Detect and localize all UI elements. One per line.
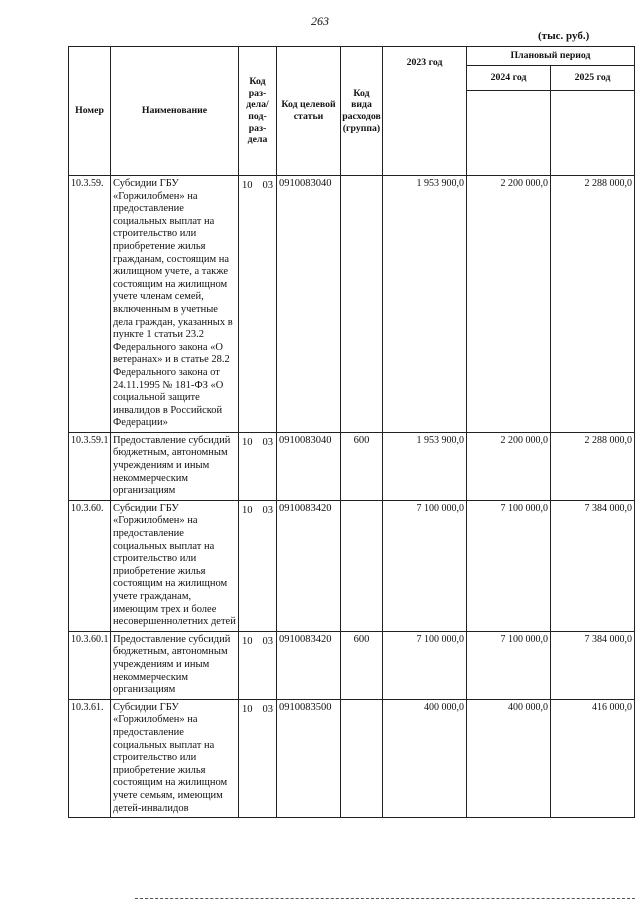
row-amount-2023: 7 100 000,0	[383, 631, 467, 699]
row-name: Субсидии ГБУ «Горжилобмен» на предоставление социальных выплат на строительство или приобретение жилья состоящим на жилищном учете семьям, имеющим детей-инвалидов	[111, 699, 239, 817]
row-section-code: 10	[242, 180, 253, 191]
row-target-code: 0910083500	[277, 699, 341, 817]
table-header	[69, 47, 635, 176]
footer-divider	[135, 898, 635, 899]
row-name: Предоставление субсидий бюджетным, автономным учреждениям и иным некоммерческим организациям	[111, 432, 239, 500]
table-row	[69, 432, 635, 500]
row-target-code: 0910083420	[277, 631, 341, 699]
row-number: 10.3.61.	[69, 699, 111, 817]
row-section	[239, 432, 277, 500]
row-section-code: 10	[242, 703, 253, 715]
row-amount-2025: 7 384 000,0	[551, 631, 635, 699]
row-name: Предоставление субсидий бюджетным, автономным учреждениям и иным некоммерческим организациям	[111, 631, 239, 699]
header-2025-space	[551, 91, 635, 176]
row-expense-group: 600	[341, 432, 383, 500]
row-amount-2025: 2 288 000,0	[551, 176, 635, 433]
header-2025: 2025 год	[551, 66, 635, 91]
header-name: Наименование	[111, 47, 239, 176]
table-row	[69, 631, 635, 699]
row-amount-2025: 2 288 000,0	[551, 432, 635, 500]
table-row	[69, 176, 635, 433]
units-label: (тыс. руб.)	[538, 30, 590, 42]
row-section-code: 10	[242, 635, 253, 647]
row-number: 10.3.59.1	[69, 432, 111, 500]
header-2024: 2024 год	[467, 66, 551, 91]
header-target: Код целевой статьи	[277, 47, 341, 176]
header-2024-space	[467, 91, 551, 176]
row-target-code: 0910083040	[277, 176, 341, 433]
row-amount-2023: 400 000,0	[383, 699, 467, 817]
row-number: 10.3.60.1	[69, 631, 111, 699]
row-amount-2024: 400 000,0	[467, 699, 551, 817]
header-expense-type: Код вида расходов (группа)	[341, 47, 383, 176]
row-name: Субсидии ГБУ «Горжилобмен» на предоставление социальных выплат на строительство или приобретение жилья гражданам, состоящим на жилищном учете, а также состоящим на жилищном учете членам семей, включенным в учетные дела граждан, указанных в пункте 1 статьи 23.2 Федерального закона «О ветеранах» и в статье 28.2 Федерального закона от 24.11.1995 № 181-ФЗ «О социальной защите инвалидов в Российской Федерации»	[111, 176, 239, 433]
row-amount-2023: 7 100 000,0	[383, 500, 467, 631]
header-plan-period: Плановый период	[467, 47, 635, 66]
row-name: Субсидии ГБУ «Горжилобмен» на предоставление социальных выплат на строительство или приобретение жилья состоящим на жилищном учете гражданам, имеющим трех и более несовершеннолетних детей	[111, 500, 239, 631]
row-section-code: 10	[242, 504, 253, 516]
row-amount-2023: 1 953 900,0	[383, 432, 467, 500]
table-row	[69, 500, 635, 631]
row-amount-2025: 7 384 000,0	[551, 500, 635, 631]
row-target-code: 0910083420	[277, 500, 341, 631]
row-amount-2025: 416 000,0	[551, 699, 635, 817]
row-number: 10.3.59.	[69, 176, 111, 433]
page-number: 263	[311, 14, 329, 28]
row-subsection-code: 03	[262, 180, 273, 191]
row-subsection-code: 03	[262, 703, 273, 715]
table-row	[69, 699, 635, 817]
header-section: Код раз-дела/ под-раз-дела	[239, 47, 277, 176]
row-expense-group: 600	[341, 631, 383, 699]
row-section	[239, 699, 277, 817]
table-body	[69, 176, 635, 818]
row-subsection-code: 03	[262, 635, 273, 647]
row-section-code: 10	[242, 436, 253, 448]
row-section	[239, 176, 277, 433]
header-2023: 2023 год	[383, 47, 467, 176]
row-expense-group	[341, 699, 383, 817]
row-expense-group	[341, 500, 383, 631]
row-section	[239, 631, 277, 699]
row-amount-2024: 7 100 000,0	[467, 500, 551, 631]
row-target-code: 0910083040	[277, 432, 341, 500]
row-section	[239, 500, 277, 631]
row-amount-2024: 2 200 000,0	[467, 432, 551, 500]
row-amount-2024: 2 200 000,0	[467, 176, 551, 433]
row-amount-2023: 1 953 900,0	[383, 176, 467, 433]
row-expense-group	[341, 176, 383, 433]
row-amount-2024: 7 100 000,0	[467, 631, 551, 699]
row-subsection-code: 03	[262, 436, 273, 448]
row-number: 10.3.60.	[69, 500, 111, 631]
budget-table	[68, 46, 635, 818]
row-subsection-code: 03	[262, 504, 273, 516]
header-number: Номер	[69, 47, 111, 176]
